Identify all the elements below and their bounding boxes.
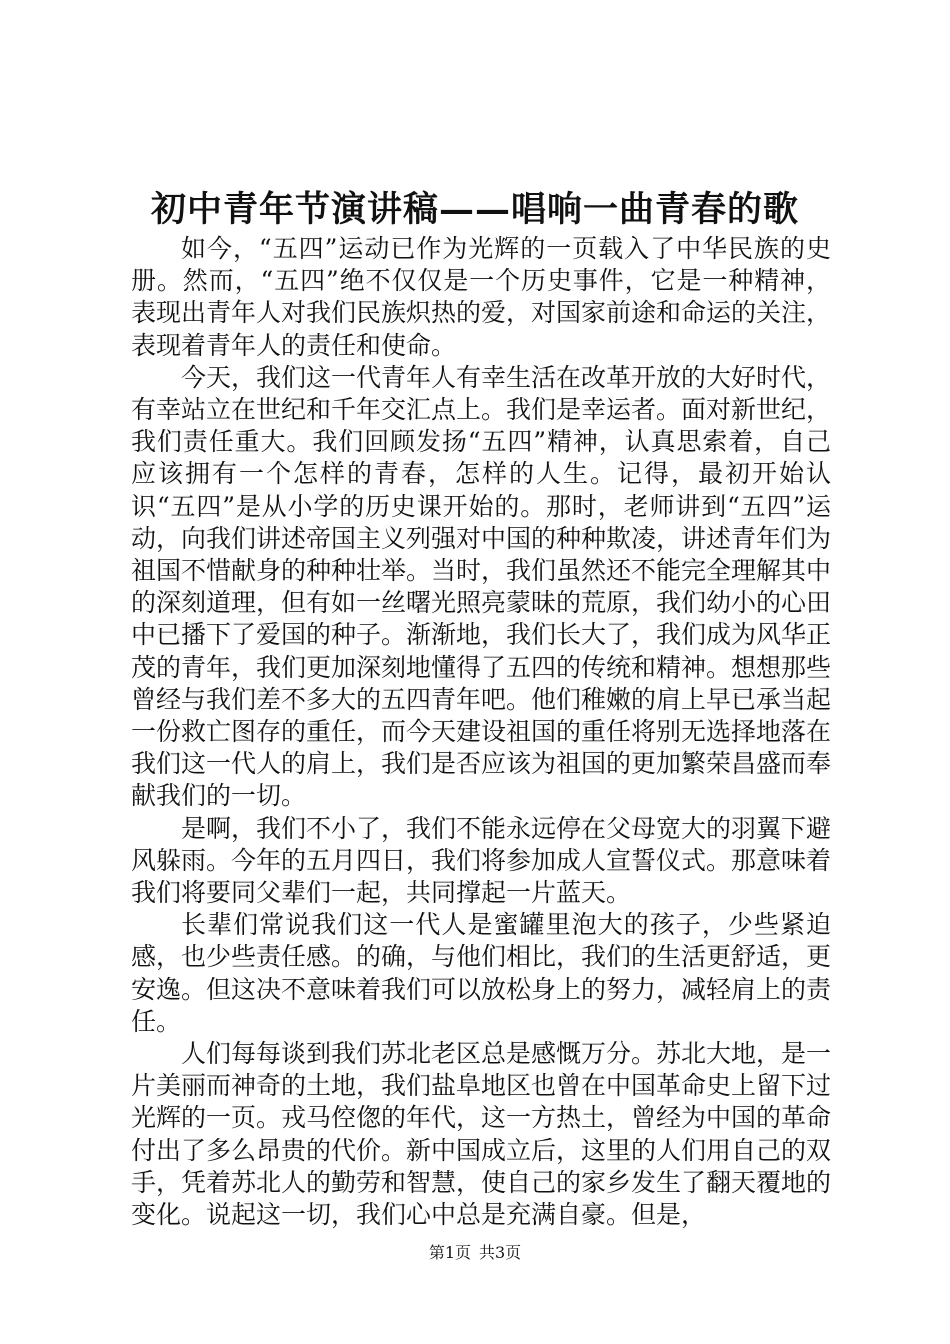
page-number: 第1页: [428, 1243, 471, 1262]
page-footer: [0, 1243, 950, 1263]
paragraph: 如今，“五四”运动已作为光辉的一页载入了中华民族的史册。然而，“五四”绝不仅仅是一个历史事件，它是一种精神，表现出青年人对我们民族炽热的爱，对国家前途和命运的关注，表现着青年人的责任和使命。: [131, 234, 832, 360]
paragraph: 长辈们常说我们这一代人是蜜罐里泡大的孩子，少些紧迫感，也少些责任感。的确，与他们相比，我们的生活更舒适，更安逸。但这决不意味着我们可以放松身上的努力，减轻肩上的责任。: [131, 910, 832, 1036]
page-total: 共3页: [479, 1243, 522, 1262]
document-title: 初中青年节演讲稿——唱响一曲青春的歌: [150, 189, 799, 230]
paragraph: 是啊，我们不小了，我们不能永远停在父母宽大的羽翼下避风躲雨。今年的五月四日，我们将参加成人宣誓仪式。那意味着我们将要同父辈们一起，共同撑起一片蓝天。: [131, 813, 832, 908]
document-body: [131, 233, 831, 1231]
paragraph: 今天，我们这一代青年人有幸生活在改革开放的大好时代，有幸站立在世纪和千年交汇点上。我们是幸运者。面对新世纪，我们责任重大。我们回顾发扬“五四”精神，认真思索着，自己应该拥有一个怎样的青春，怎样的人生。记得，最初开始认识“五四”是从小学的历史课开始的。那时，老师讲到“五四”运动，向我们讲述帝国主义列强对中国的种种欺凌，讲述青年们为祖国不惜献身的种种壮举。当时，我们虽然还不能完全理解其中的深刻道理，但有如一丝曙光照亮蒙昧的荒原，我们幼小的心田中已播下了爱国的种子。渐渐地，我们长大了，我们成为风华正茂的青年，我们更加深刻地懂得了五四的传统和精神。想想那些曾经与我们差不多大的五四青年吧。他们稚嫩的肩上早已承当起一份救亡图存的重任，而今天建设祖国的重任将别无选择地落在我们这一代人的肩上，我们是否应该为祖国的更加繁荣昌盛而奉献我们的一切。: [131, 362, 832, 811]
paragraph: 人们每每谈到我们苏北老区总是感慨万分。苏北大地，是一片美丽而神奇的土地，我们盐阜地区也曾在中国革命史上留下过光辉的一页。戎马倥偬的年代，这一方热土，曾经为中国的革命付出了多么昂贵的代价。新中国成立后，这里的人们用自己的双手，凭着苏北人的勤劳和智慧，使自己的家乡发生了翻天覆地的变化。说起这一切，我们心中总是充满自豪。但是，: [131, 1039, 832, 1230]
